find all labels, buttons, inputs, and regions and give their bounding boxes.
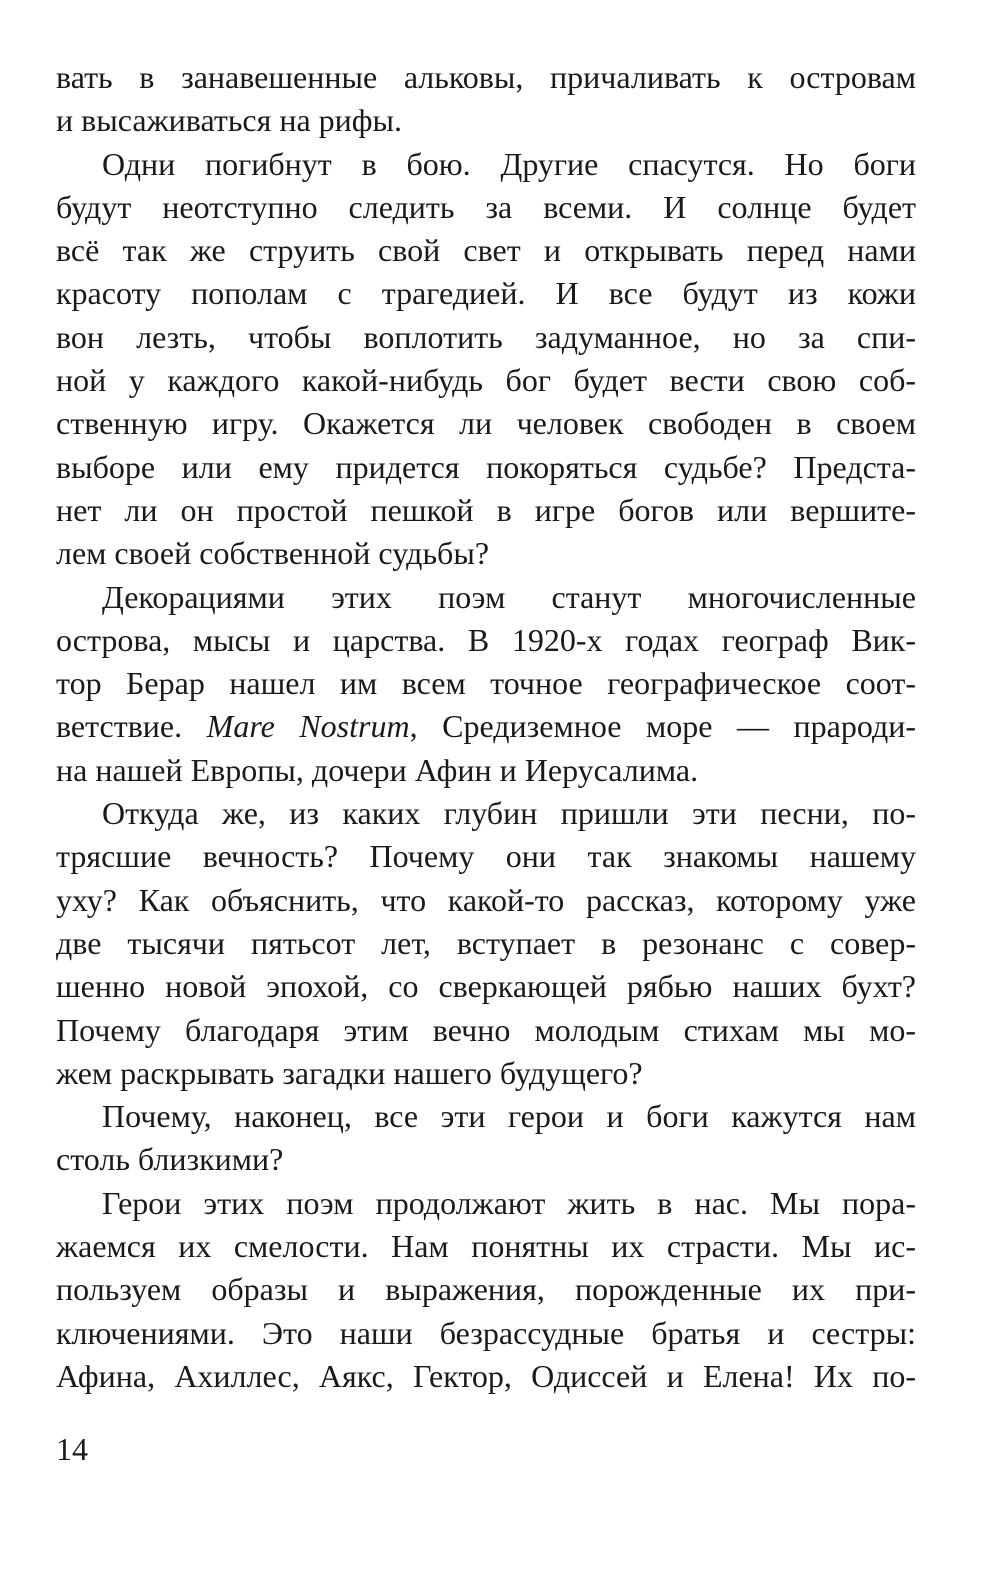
- text-line: Афина, Ахиллес, Аякс, Гектор, Одиссей и Елена! Их по-: [56, 1357, 916, 1394]
- text-line: Почему, наконец, все эти герои и боги кажутся нам: [102, 1098, 916, 1135]
- text-line: вон лезть, чтобы воплотить задуманное, но за спи-: [56, 318, 916, 355]
- text-line: жем раскрывать загадки нашего будущего?: [56, 1054, 643, 1091]
- text-line: жаемся их смелости. Нам понятны их страсти. Мы ис-: [56, 1228, 916, 1265]
- text-line: трясшие вечность? Почему они так знакомы нашему: [56, 838, 916, 875]
- text-line: ной у каждого какой-нибудь бог будет вести свою соб-: [56, 362, 916, 399]
- paragraph: [56, 143, 916, 576]
- text-line: острова, мысы и царства. В 1920-х годах географ Вик-: [56, 621, 916, 658]
- text-line: Герои этих поэм продолжают жить в нас. Мы пора-: [102, 1184, 916, 1221]
- text-line: и высаживаться на рифы.: [56, 102, 403, 139]
- text-line: тор Берар нашел им всем точное географическое соот-: [56, 665, 916, 702]
- italic-phrase: Mare Nostrum: [206, 708, 410, 745]
- text-line: уху? Как объяснить, что какой-то рассказ, которому уже: [56, 881, 916, 918]
- text-line: ственную игру. Окажется ли человек свободен в своем: [56, 405, 916, 442]
- text-line: красоту пополам с трагедией. И все будут из кожи: [56, 275, 916, 312]
- text-line: шенно новой эпохой, со сверкающей рябью наших бухт?: [56, 968, 916, 1005]
- text-line: столь близкими?: [56, 1141, 284, 1178]
- paragraph: [56, 1182, 916, 1398]
- paragraph: [56, 792, 916, 1095]
- page-body: [56, 56, 916, 1398]
- text-line: две тысячи пятьсот лет, вступает в резонанс с совер-: [56, 924, 916, 961]
- text-line: ключениями. Это наши безрассудные братья и сестры:: [56, 1314, 916, 1351]
- paragraph: [56, 56, 916, 143]
- text-line: Почему благодаря этим вечно молодым стихам мы мо-: [56, 1011, 916, 1048]
- text-segment: ветствие.: [56, 708, 207, 745]
- text-line: лем своей собственной судьбы?: [56, 535, 490, 572]
- text-segment: , Средиземное море — прароди-: [409, 708, 917, 745]
- text-line: [56, 705, 916, 748]
- text-line: пользуем образы и выражения, порожденные их при-: [56, 1271, 916, 1308]
- text-line: на нашей Европы, дочери Афин и Иерусалима.: [56, 751, 699, 788]
- paragraph: [56, 576, 916, 792]
- text-line: выборе или ему придется покоряться судьбе? Предста-: [56, 448, 916, 485]
- text-line: Декорациями этих поэм станут многочисленные: [102, 578, 916, 615]
- text-line: всё так же струить свой свет и открывать перед нами: [56, 232, 916, 269]
- text-line: Откуда же, из каких глубин пришли эти песни, по-: [102, 795, 916, 832]
- page-number: 14: [56, 1431, 88, 1467]
- text-line: Одни погибнут в бою. Другие спасутся. Но боги: [102, 145, 916, 182]
- text-line: нет ли он простой пешкой в игре богов или вершите-: [56, 491, 916, 528]
- text-line: будут неотступно следить за всеми. И солнце будет: [56, 188, 916, 225]
- paragraph: [56, 1095, 916, 1182]
- text-line: вать в занавешенные альковы, причаливать к островам: [56, 59, 916, 95]
